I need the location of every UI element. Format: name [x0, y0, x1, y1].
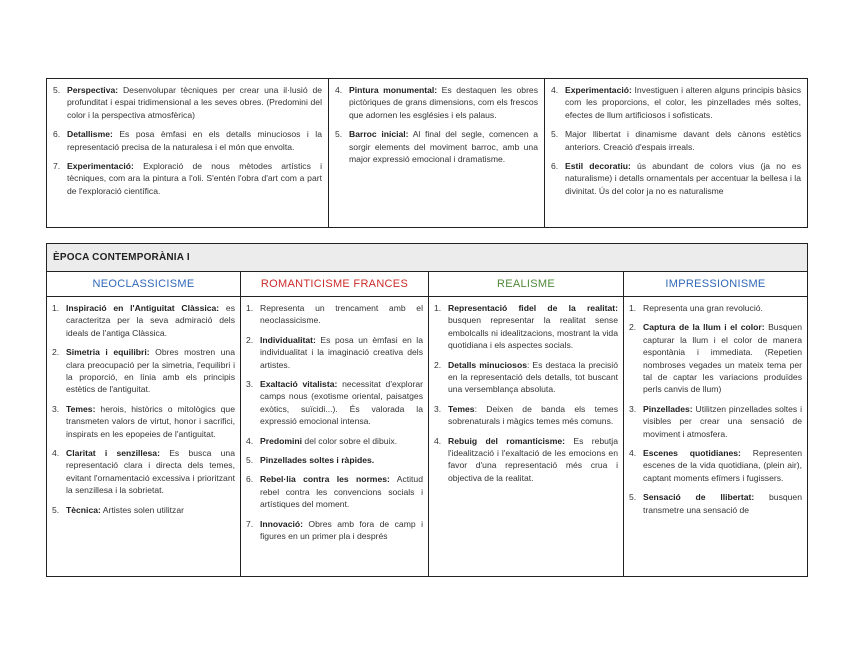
item-text [260, 473, 423, 510]
list-item [551, 84, 801, 121]
item-text [349, 128, 538, 165]
item-term: Estil decoratiu: [565, 161, 631, 172]
era-title: ÈPOCA CONTEMPORÀNIA I [47, 244, 807, 272]
item-description: Representa una gran revolució. [643, 303, 763, 313]
item-description: : Es destaca la precisió en la representació dels detalls, tot buscant una versemblança absoluta. [448, 359, 618, 395]
item-text [66, 447, 235, 497]
item-text [66, 403, 235, 440]
item-list [551, 84, 801, 197]
item-description: ús abundant de colors vius (ja no es naturalisme) i detalls ornamentals per accentuar la bellesa i la divinitat. Ús del color ja no es naturalisme [565, 161, 801, 196]
realisme-column [428, 297, 623, 577]
list-item [52, 346, 235, 396]
list-item [335, 128, 538, 165]
item-description: Representen escenes de la vida quotidiana, (plein air), captant moments efímers i fugissers. [643, 448, 802, 483]
item-text [67, 160, 322, 197]
list-item [551, 160, 801, 197]
item-text [565, 160, 801, 197]
list-item [53, 128, 322, 153]
item-description: : Deixen de banda els temes sobrenaturals i màgics temes més comuns. [448, 403, 618, 427]
item-text [643, 302, 802, 314]
item-number: 7. [53, 161, 61, 172]
list-item [629, 403, 802, 440]
item-text [643, 491, 802, 516]
item-list [629, 302, 802, 516]
item-number: 7. [246, 518, 254, 529]
header-realisme: REALISME [428, 272, 623, 296]
item-term: Temes: [66, 403, 96, 414]
item-list [52, 302, 235, 516]
list-item [629, 491, 802, 516]
item-text [260, 378, 423, 428]
movement-bodies [47, 297, 807, 577]
item-term: Detalls minuciosos [448, 359, 527, 370]
item-number: 5. [53, 85, 61, 95]
item-number: 1. [629, 303, 637, 313]
item-term: Predomini [260, 435, 303, 446]
item-number: 2. [246, 334, 254, 345]
item-text [448, 435, 618, 485]
item-number: 4. [629, 448, 637, 459]
header-neoclassicisme: NEOCLASSICISME [92, 278, 195, 290]
item-description: Es busca una representació clara i directa dels temes, evitant l'ornamentació excessiva i prioritzant la senzillesa i la sobrietat. [66, 448, 235, 496]
item-number: 6. [246, 474, 254, 485]
impressionisme-column [623, 297, 807, 577]
item-description: es caracteritza per la seva admiració dels ideals de l'antiga Clàssica. [66, 303, 235, 338]
item-description: Es posa un èmfasi en la individualitat i la imaginació creativa dels artistes. [260, 334, 423, 370]
item-number: 1. [246, 303, 254, 313]
item-text [260, 334, 423, 371]
item-term: Inspiració en l'Antiguitat Clàssica: [66, 303, 220, 313]
item-term: Barroc inicial: [349, 129, 409, 140]
item-text [260, 518, 423, 543]
top-column-3 [544, 79, 807, 227]
list-item [52, 447, 235, 497]
list-item [53, 84, 322, 121]
item-number: 2. [629, 322, 637, 333]
item-number: 3. [629, 403, 637, 414]
item-text [66, 504, 235, 516]
item-number: 5. [551, 129, 559, 140]
list-item [434, 435, 618, 485]
item-description: busquen representar la realitat sense embolcalls ni idealitzacions, mostrant la vida quotidiana i els aspectes socials. [448, 315, 618, 351]
item-number: 4. [52, 448, 60, 459]
item-description: Es destaquen les obres pictòriques de grans dimensions, com els frescos que adornen les esglésies i els palaus. [349, 85, 539, 120]
item-term: Pintura monumental: [349, 85, 438, 95]
item-list [53, 84, 322, 197]
item-term: Rebuig del romanticisme: [448, 435, 565, 446]
romanticisme-column [240, 297, 428, 577]
item-number: 4. [434, 435, 442, 446]
list-item [434, 403, 618, 428]
item-term: Captura de la llum i el color: [643, 322, 765, 333]
list-item [246, 454, 423, 466]
item-term: Claritat i senzillesa: [66, 448, 160, 459]
item-number: 6. [551, 161, 559, 172]
top-table [46, 78, 808, 228]
list-item [246, 473, 423, 510]
item-number: 5. [335, 129, 343, 140]
item-text [260, 454, 423, 466]
list-item [629, 447, 802, 484]
list-item [52, 403, 235, 440]
item-description: Obres mostren una clara preocupació per la simetria, l'equilibri i la proporció, en línia amb els principis estètics de l'antiguitat. [66, 347, 235, 395]
list-item [551, 128, 801, 153]
item-number: 6. [53, 129, 61, 140]
item-term: Escenes quotidianes: [643, 448, 741, 459]
item-description: Actitud rebel contra les convencions socials i artístiques del moment. [260, 474, 423, 510]
item-description: Utilitzen pinzellades soltes i visibles per crear una sensació de moviment i atmosfera. [643, 403, 802, 439]
item-number: 1. [434, 303, 442, 313]
item-term: Tècnica: [66, 504, 101, 515]
item-text [643, 321, 802, 395]
item-text [643, 403, 802, 440]
item-description: Desenvolupar tècniques per crear una il·lusió de profunditat i espai tridimensional a les seves obres. (Predomini del color i la perspectiva atmosfèrica) [67, 85, 322, 120]
item-number: 4. [335, 85, 343, 95]
item-term: Detallisme: [67, 129, 113, 140]
item-term: Pinzellades: [643, 403, 693, 414]
item-description: necessitat d'explorar camps nous (exotisme oriental, paisatges exòtics, suïcidi...). És valorada la expressió emocional intensa. [260, 379, 424, 427]
header-impressionisme: IMPRESSIONISME [623, 272, 807, 296]
item-number: 2. [52, 347, 60, 358]
item-description: herois, històrics o mitològics que transmeten valors de virtut, honor i sacrifici, inspirats en les epopeies de l'antiguitat. [66, 403, 235, 439]
item-text [448, 403, 618, 428]
item-list [335, 84, 538, 165]
item-term: Individualitat: [260, 334, 316, 345]
list-item [629, 321, 802, 395]
list-item [434, 302, 618, 352]
item-term: Exaltació vitalista: [260, 379, 338, 390]
item-number: 5. [246, 455, 254, 466]
list-item [629, 302, 802, 314]
item-text [66, 346, 235, 396]
item-text [448, 359, 618, 396]
item-term: Representació fidel de la realitat: [448, 303, 618, 313]
item-description: Al final del segle, comencen a sorgir elements del moviment barroc, amb una major expressió emocional i dramatisme. [349, 129, 538, 165]
item-number: 5. [629, 492, 637, 503]
item-description: Investiguen i alteren alguns principis bàsics com les proporcions, el color, les pinzellades més soltes, efectes de llum artificiosos i sofisticats. [565, 85, 801, 120]
item-number: 4. [551, 85, 559, 95]
item-number: 4. [246, 435, 254, 446]
item-text [448, 302, 618, 352]
list-item [52, 302, 235, 339]
item-number: 3. [52, 403, 60, 414]
item-term: Sensació de llibertat: [643, 492, 755, 503]
top-column-1 [47, 79, 328, 227]
item-term: Rebel·lia contra les normes: [260, 474, 390, 485]
item-term: Experimentació: [67, 161, 134, 172]
item-term: Perspectiva: [67, 85, 119, 95]
item-term: Experimentació: [565, 85, 632, 95]
item-description: Artistes solen utilitzar [100, 504, 184, 515]
item-description: Es posa èmfasi en els detalls minuciosos i la representació precisa de la naturalesa i el món que envolta. [67, 129, 322, 152]
list-item [246, 378, 423, 428]
list-item [246, 302, 423, 327]
item-text [260, 302, 423, 327]
list-item [335, 84, 538, 121]
contemporary-era-table [46, 243, 808, 577]
item-description: Es rebutja l'idealització i l'exaltació de les emocions en favor d'una representació més crua i objectiva de la realitat. [448, 435, 618, 483]
item-description: Obres amb fora de camp i figures en un primer pla i després [260, 518, 423, 542]
list-item [434, 359, 618, 396]
item-text [643, 447, 802, 484]
item-text [67, 128, 322, 153]
item-description: Major llibertat i dinamisme davant dels cànons estètics anteriors. Creació d'espais irreals. [565, 129, 801, 152]
list-item [246, 334, 423, 371]
item-description: Busquen capturar la llum i el color de manera espontània i immediata. (Repetien nombroses vegades un mateix tema per tal de captar les variacions produïdes perls canvis de llum) [643, 322, 802, 395]
item-text [260, 435, 423, 447]
item-description: Representa un trencament amb el neoclassicisme. [260, 303, 423, 326]
item-number: 2. [434, 359, 442, 370]
item-description: Exploració de nous mètodes artístics i tècniques, com ara la pintura a l'oli. S'entén l'obra d'art com a part de l'exploració científica. [67, 161, 322, 196]
item-text [565, 84, 801, 121]
item-term: Temes [448, 403, 475, 414]
list-item [53, 160, 322, 197]
item-text [349, 84, 538, 121]
item-term: Innovació: [260, 518, 303, 529]
movement-headers [47, 272, 807, 297]
header-romanticisme: ROMANTICISME FRANCES [240, 272, 428, 296]
list-item [246, 518, 423, 543]
item-text [67, 84, 322, 121]
item-number: 5. [52, 504, 60, 515]
item-text [565, 128, 801, 153]
item-term: Simetria i equilibri: [66, 347, 150, 358]
top-column-2 [328, 79, 544, 227]
list-item [246, 435, 423, 447]
list-item [52, 504, 235, 516]
item-text [66, 302, 235, 339]
item-description: del color sobre el dibuix. [302, 435, 398, 446]
item-list [246, 302, 423, 543]
neoclassicisme-column [47, 297, 240, 577]
item-term: Pinzellades soltes i ràpides. [260, 455, 375, 466]
item-number: 3. [434, 403, 442, 414]
item-number: 1. [52, 303, 60, 313]
item-description: busquen transmetre una sensació de [643, 492, 802, 515]
item-number: 3. [246, 379, 254, 390]
item-list [434, 302, 618, 484]
